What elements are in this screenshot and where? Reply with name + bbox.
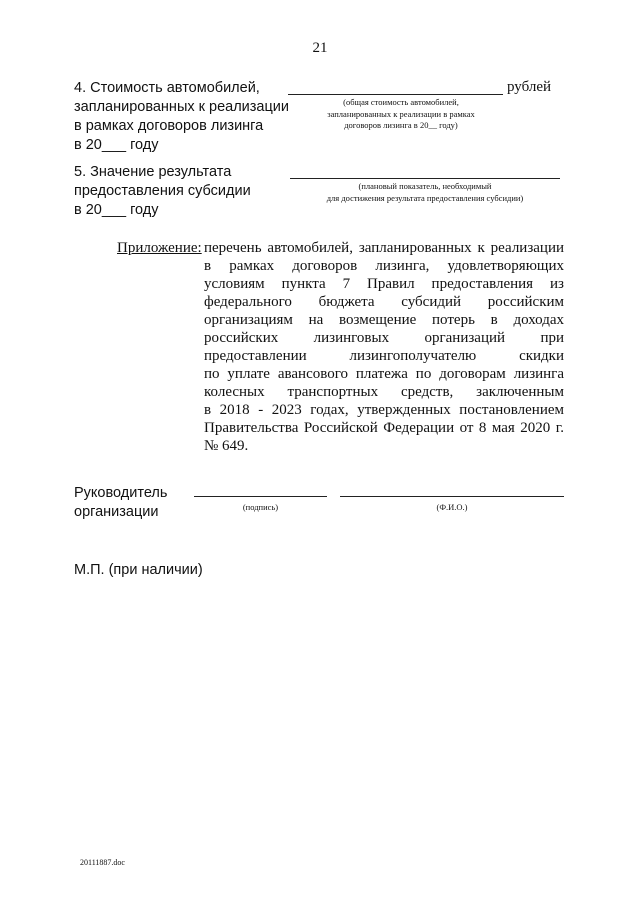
appendix-line: по уплате авансового платежа по договорам лизинга (204, 366, 564, 382)
signature-label (74, 484, 167, 522)
appendix-heading: Приложение: (117, 240, 202, 256)
item4-label-line: в 20___ году (74, 137, 159, 153)
item4-caption-line: запланированных к реализации в рамках (327, 108, 475, 119)
appendix-line: федерального бюджета субсидий российским (204, 294, 564, 310)
appendix-line: организациям на возмещение потерь в доходах (204, 312, 564, 328)
appendix-line: Правительства Российской Федерации от 8 мая 2020 г. (204, 420, 564, 436)
item4-label-line: запланированных к реализации (74, 99, 289, 115)
signature-caption: (подпись) (242, 502, 279, 512)
appendix-line: в 2018 - 2023 годах, утвержденных постановлением (204, 402, 564, 418)
item5-caption-line: (плановый показатель, необходимый (358, 181, 492, 191)
item5-label (74, 163, 251, 220)
item4-caption (298, 97, 504, 132)
signature-label-line: организации (74, 504, 159, 520)
item5-caption (290, 181, 560, 204)
appendix-line: перечень автомобилей, запланированных к реализации (204, 240, 564, 256)
item5-caption-line: для достижения результата предоставления субсидии) (326, 192, 524, 203)
item4-caption-line: договоров лизинга в 20__ году) (344, 120, 458, 130)
item5-label-line: предоставления субсидии (74, 183, 251, 199)
item4-caption-line: (общая стоимость автомобилей, (343, 97, 459, 107)
appendix-line: колесных транспортных средств, заключенным (204, 384, 564, 400)
stamp-placeholder: М.П. (при наличии) (74, 562, 203, 578)
full-name-caption: (Ф.И.О.) (436, 502, 468, 512)
footer-filename: 20111887.doc (80, 858, 125, 867)
item4-value-line (288, 94, 503, 95)
item5-label-line: в 20___ году (74, 202, 159, 218)
appendix-line: в рамках договоров лизинга, удовлетворяющих (204, 258, 564, 274)
signature-line (194, 496, 327, 497)
appendix-line: предоставлении лизингополучателю скидки (204, 348, 564, 364)
page-number: 21 (312, 40, 328, 56)
appendix-text (204, 239, 564, 455)
item4-label-line: 4. Стоимость автомобилей, (74, 80, 260, 96)
item4-unit: рублей (507, 79, 552, 95)
item5-value-line (290, 178, 560, 179)
appendix-line: № 649. (204, 438, 249, 454)
full-name-line (340, 496, 564, 497)
signature-label-line: Руководитель (74, 485, 168, 501)
item5-label-line: 5. Значение результата (74, 164, 232, 180)
appendix-line: российских лизинговых организаций при (204, 330, 564, 346)
appendix-line: условиям пункта 7 Правил предоставления из (204, 276, 564, 292)
item4-label (74, 79, 289, 155)
item4-label-line: в рамках договоров лизинга (74, 118, 264, 134)
